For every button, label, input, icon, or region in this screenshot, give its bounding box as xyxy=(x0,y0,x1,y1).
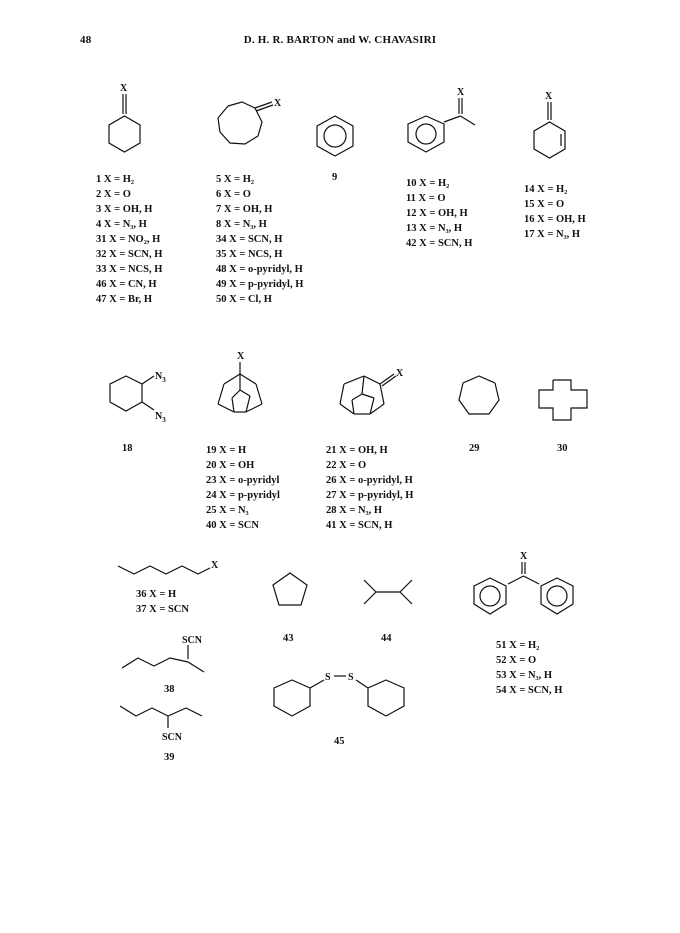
structure-x-label: X xyxy=(396,368,404,379)
compound-number-dimethylbutane: 44 xyxy=(381,633,392,644)
structure-thiocyanate-39 xyxy=(118,700,214,746)
list-item: 40 X = SCN xyxy=(206,520,259,531)
list-item: 8 X = N₃, H xyxy=(216,219,267,230)
list-item: 47 X = Br, H xyxy=(96,294,153,305)
structure-cycloheptane xyxy=(454,372,504,424)
structure-x-label: X xyxy=(211,560,219,571)
structure-diphenylmethane xyxy=(466,548,582,622)
list-item: 53 X = N₃, H xyxy=(496,670,553,681)
compound-list-diphenylmethane xyxy=(496,638,562,698)
structure-x-label: X xyxy=(520,551,528,562)
structure-acetophenone xyxy=(400,84,490,164)
structure-cross-ring xyxy=(537,376,593,426)
page-number: 48 xyxy=(80,34,92,46)
structure-adamantane-1 xyxy=(210,348,270,422)
structure-x-label: X xyxy=(237,351,245,362)
list-item: 22 X = O xyxy=(326,460,367,471)
structure-diazidocyclohexane xyxy=(102,366,182,428)
compound-number-diazide: 18 xyxy=(122,443,133,454)
compound-list-cyclohexane xyxy=(96,172,162,307)
list-item: 50 X = Cl, H xyxy=(216,294,272,305)
azide-label: $N_3$ xyxy=(155,411,166,424)
list-item: 19 X = H xyxy=(206,445,247,456)
list-item: 49 X = p-pyridyl, H xyxy=(216,279,304,290)
list-item: 27 X = p-pyridyl, H xyxy=(326,490,414,501)
structure-adamantane-2 xyxy=(330,364,420,424)
list-item: 36 X = H xyxy=(136,589,177,600)
list-item: 34 X = SCN, H xyxy=(216,234,283,245)
azide-label: $N_3$ xyxy=(155,371,166,384)
structure-benzene xyxy=(310,112,360,162)
list-item: 28 X = N₃, H xyxy=(326,505,383,516)
list-item: 31 X = NO₂, H xyxy=(96,234,161,245)
list-item: 33 X = NCS, H xyxy=(96,264,163,275)
compound-number-cross: 30 xyxy=(557,443,568,454)
list-item: 6 X = O xyxy=(216,189,251,200)
list-item: 5 X = H₂ xyxy=(216,174,255,185)
list-item: 52 X = O xyxy=(496,655,537,666)
compound-list-cyclohexene xyxy=(524,182,586,242)
sulfur-label: S xyxy=(348,672,354,683)
structure-x-label: X xyxy=(545,91,553,102)
list-item: 11 X = O xyxy=(406,193,446,204)
compound-number-cycloheptane: 29 xyxy=(469,443,480,454)
sulfur-label: S xyxy=(325,672,331,683)
compound-list-acetophenone xyxy=(406,176,472,251)
list-item: 1 X = H₂ xyxy=(96,174,135,185)
list-item: 14 X = H₂ xyxy=(524,184,568,195)
list-item: 37 X = SCN xyxy=(136,604,189,615)
scn-label: SCN xyxy=(162,732,183,743)
compound-number-thiocyanate-38: 38 xyxy=(164,684,175,695)
compound-list-adamantane-1 xyxy=(206,443,280,533)
list-item: 16 X = OH, H xyxy=(524,214,586,225)
list-item: 20 X = OH xyxy=(206,460,255,471)
compound-number-benzene: 9 xyxy=(332,172,338,183)
scn-label: SCN xyxy=(182,635,203,646)
list-item: 10 X = H₂ xyxy=(406,178,450,189)
structure-disulfide xyxy=(270,664,410,724)
list-item: 15 X = O xyxy=(524,199,565,210)
running-header-authors: D. H. R. BARTON and W. CHAVASIRI xyxy=(243,34,437,46)
list-item: 48 X = o-pyridyl, H xyxy=(216,264,303,275)
list-item: 35 X = NCS, H xyxy=(216,249,283,260)
compound-number-thiocyanate-39: 39 xyxy=(164,752,175,763)
list-item: 42 X = SCN, H xyxy=(406,238,473,249)
structure-x-label: X xyxy=(120,83,128,94)
list-item: 51 X = H₂ xyxy=(496,640,540,651)
structure-thiocyanate-38 xyxy=(120,632,216,676)
list-item: 25 X = N₃ xyxy=(206,505,249,516)
list-item: 41 X = SCN, H xyxy=(326,520,393,531)
list-item: 54 X = SCN, H xyxy=(496,685,563,696)
structure-x-label: X xyxy=(274,98,282,109)
compound-number-cyclopentane: 43 xyxy=(283,633,294,644)
structure-cyclohexanone xyxy=(100,80,150,170)
list-item: 17 X = N₃, H xyxy=(524,229,581,240)
list-item: 26 X = o-pyridyl, H xyxy=(326,475,413,486)
structure-cyclooctanone xyxy=(212,96,292,166)
list-item: 23 X = o-pyridyl xyxy=(206,475,280,486)
list-item: 3 X = OH, H xyxy=(96,204,153,215)
compound-list-adamantane-2 xyxy=(326,443,413,533)
list-item: 2 X = O xyxy=(96,189,131,200)
structure-dimethylbutane xyxy=(360,572,416,612)
compound-number-disulfide: 45 xyxy=(334,736,345,747)
compound-list-hexyl xyxy=(136,587,189,617)
list-item: 13 X = N₃, H xyxy=(406,223,463,234)
list-item: 32 X = SCN, H xyxy=(96,249,163,260)
structure-cyclopentane xyxy=(266,570,314,610)
list-item: 7 X = OH, H xyxy=(216,204,273,215)
list-item: 12 X = OH, H xyxy=(406,208,468,219)
compound-list-cyclooctane xyxy=(216,172,303,307)
structure-cyclohexenone xyxy=(525,88,575,178)
list-item: 24 X = p-pyridyl xyxy=(206,490,280,501)
list-item: 21 X = OH, H xyxy=(326,445,388,456)
list-item: 4 X = N₃, H xyxy=(96,219,147,230)
list-item: 46 X = CN, H xyxy=(96,279,157,290)
structure-hexyl-chain xyxy=(116,556,226,584)
structure-x-label: X xyxy=(457,87,465,98)
